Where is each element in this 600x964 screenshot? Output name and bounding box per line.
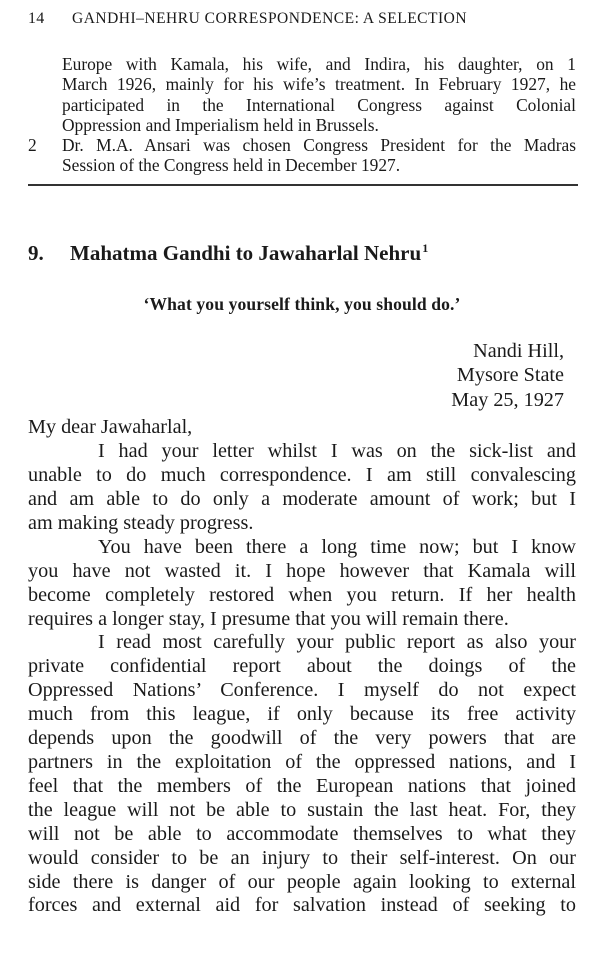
- footnote-continued: [28, 54, 576, 135]
- footnote-line: participated in the International Congress against Colonial: [62, 94, 576, 115]
- footnote-line: Session of the Congress held in December 1927.: [62, 155, 401, 176]
- footnote-line: Dr. M.A. Ansari was chosen Congress President for the Madras: [62, 135, 576, 156]
- paragraph-line: become completely restored when you return. If her health: [28, 583, 576, 606]
- address-line-place: Nandi Hill,: [473, 339, 564, 362]
- letter-address: [28, 339, 576, 413]
- paragraph-line: much from this league, if only because its free activity: [28, 703, 576, 726]
- running-header: [28, 10, 576, 34]
- book-page: [28, 10, 576, 918]
- paragraph-line: I had your letter whilst I was on the sick-list and: [98, 440, 576, 463]
- paragraph-line: Oppressed Nations’ Conference. I myself do not expect: [28, 679, 576, 702]
- paragraph-line: requires a longer stay, I presume that you will remain there.: [28, 607, 509, 630]
- paragraph-line: would consider to be an injury to their self-interest. On our: [28, 846, 576, 869]
- address-line-state: Mysore State: [456, 364, 564, 387]
- paragraph-line: private confidential report about the doings of the: [28, 655, 576, 678]
- letter-paragraph: [28, 631, 576, 918]
- paragraph-line: am making steady progress.: [28, 511, 254, 534]
- footnote-text: [62, 135, 576, 176]
- footnote-line: Europe with Kamala, his wife, and Indira, his daughter, on 1: [62, 54, 576, 74]
- section-number: 9.: [28, 240, 44, 265]
- letter-date: May 25, 1927: [451, 388, 564, 411]
- letter-paragraph: [28, 440, 576, 536]
- section-title-wrap: [70, 241, 428, 266]
- footnote-line: Oppression and Imperialism held in Brussels.: [62, 114, 379, 135]
- paragraph-line: I read most carefully your public report as also your: [98, 631, 576, 654]
- paragraph-line: feel that the members of the European nations that joined: [28, 774, 576, 797]
- section-title: Mahatma Gandhi to Jawaharlal Nehru: [70, 240, 422, 265]
- footnote-line: March 1926, mainly for his wife’s treatment. In February 1927, he: [62, 74, 576, 95]
- footnote-text: [62, 54, 576, 135]
- paragraph-line: unable to do much correspondence. I am still convalescing: [28, 464, 576, 487]
- paragraph-line: the league will not be able to sustain the last heat. For, they: [28, 798, 576, 821]
- paragraph-line: you have not wasted it. I hope however that Kamala will: [28, 559, 576, 582]
- footnote-2: [28, 135, 576, 176]
- paragraph-line: depends upon the goodwill of the very powers that are: [28, 727, 576, 750]
- page-number: 14: [28, 10, 45, 27]
- section-heading: [28, 241, 576, 266]
- salutation: My dear Jawaharlal,: [28, 416, 193, 439]
- paragraph-line: will not be able to accommodate themselves to what they: [28, 822, 576, 845]
- epigraph: ‘What you yourself think, you should do.’: [143, 293, 461, 314]
- paragraph-line: side there is danger of our people again looking to external: [28, 870, 576, 893]
- paragraph-line: partners in the exploitation of the oppressed nations, and I: [28, 750, 576, 773]
- footnotes: [28, 54, 576, 186]
- footnote-number: 2: [28, 135, 37, 156]
- paragraph-line: forces and external aid for salvation instead of seeking to: [28, 894, 576, 917]
- letter-paragraph: [28, 536, 576, 632]
- paragraph-line: and am able to do only a moderate amount of work; but I: [28, 488, 576, 510]
- paragraph-line: You have been there a long time now; but I know: [98, 535, 576, 558]
- footnote-divider: [28, 184, 578, 186]
- footnote-reference: 1: [422, 240, 429, 255]
- letter-body: [28, 416, 576, 918]
- running-title: GANDHI–NEHRU CORRESPONDENCE: A SELECTION: [72, 10, 468, 27]
